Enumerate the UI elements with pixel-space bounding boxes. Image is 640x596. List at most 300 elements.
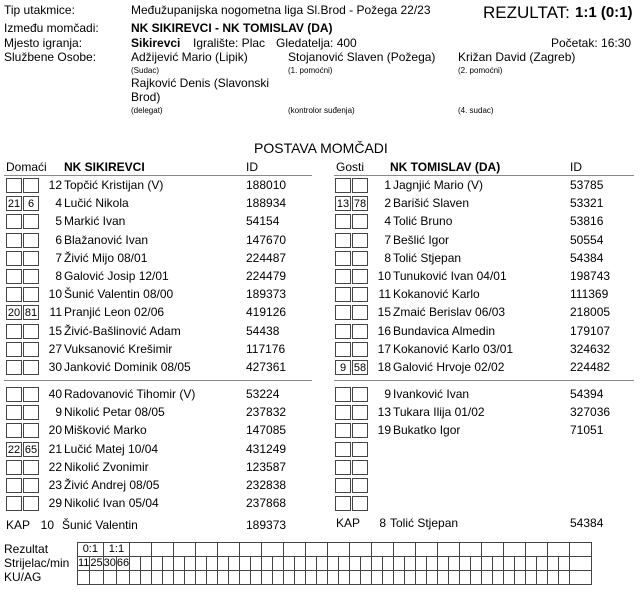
player-minute-box-in — [335, 496, 351, 511]
player-number: 4 — [55, 196, 62, 211]
score-cell — [174, 543, 196, 557]
player-number: 1 — [384, 178, 391, 192]
player-number: 40 — [48, 387, 62, 401]
away-side-label: Gosti — [336, 160, 365, 174]
ku-cell — [361, 571, 372, 585]
away-captain-name: Tolić Stjepan — [390, 516, 459, 530]
ku-cell — [284, 571, 295, 585]
player-minute-box-in: 21 — [7, 198, 21, 211]
ku-cell — [559, 571, 570, 585]
ku-cell — [273, 571, 284, 585]
player-name: Bešlić Igor — [393, 232, 450, 247]
player-minute-box-in — [6, 324, 22, 339]
scorer-cell — [229, 557, 240, 571]
score-cell — [262, 543, 284, 557]
player-number: 12 — [48, 178, 62, 192]
venue-label: Mjesto igranja: — [4, 36, 83, 50]
official-referee-name: Adžijević Mario (Lipik) — [131, 50, 248, 64]
away-subs-divider — [334, 380, 634, 381]
official-referee-role: (Sudac) — [131, 66, 160, 75]
ku-cell — [141, 571, 152, 585]
bottom-scorer-label: Strijelac/min — [4, 556, 70, 570]
scorer-cell — [284, 557, 295, 571]
player-id: 54438 — [246, 323, 280, 338]
player-number: 11 — [49, 305, 62, 320]
player-minute-box-in — [6, 478, 22, 493]
scorer-cell — [449, 557, 460, 571]
scorer-cell — [130, 557, 141, 571]
player-name: Živić Andrej 08/05 — [64, 478, 160, 492]
ku-cell — [295, 571, 306, 585]
ku-cell — [471, 571, 482, 585]
score-cell — [482, 543, 504, 557]
player-number: 21 — [48, 441, 62, 456]
player-name: Kokanović Karlo 03/01 — [393, 341, 514, 356]
player-id: 147085 — [246, 423, 287, 438]
officials-label: Službene Osobe: — [4, 50, 97, 64]
ku-cell — [372, 571, 383, 585]
player-number: 18 — [377, 360, 391, 374]
player-number: 8 — [384, 250, 391, 265]
scorer-cell — [218, 557, 229, 571]
player-minute-box-in — [335, 478, 351, 493]
player-minute-box-out — [352, 460, 368, 475]
match-type-value: Međužupanijska nogometna liga Sl.Brod - Požega 22/23 — [131, 3, 431, 17]
player-id: 237868 — [246, 496, 287, 511]
player-minute-box-out — [352, 442, 368, 457]
scorer-cell — [174, 557, 185, 571]
score-cell — [240, 543, 262, 557]
player-name: Topčić Kristijan (V) — [64, 178, 164, 192]
player-minute-box-in — [335, 423, 351, 438]
score-cell — [504, 543, 526, 557]
score-cell — [526, 543, 548, 557]
ku-cell — [116, 571, 129, 585]
away-captain-id: 54384 — [570, 516, 604, 530]
score-cell: 1:1 — [103, 543, 130, 557]
player-name: Pranjić Leon 02/06 — [64, 305, 165, 320]
player-minute-box-out: 81 — [24, 307, 38, 320]
player-id: 224487 — [246, 250, 287, 265]
player-name: Lučić Matej 10/04 — [64, 441, 159, 456]
official-assistant1-role: (1. pomoćni) — [288, 66, 333, 75]
player-minute-box-in — [335, 405, 351, 420]
player-number: 17 — [377, 341, 391, 356]
official-assistant2-role: (2. pomoćni) — [458, 66, 503, 75]
player-id: 53224 — [246, 387, 280, 401]
ku-cell — [240, 571, 251, 585]
player-number: 9 — [55, 405, 62, 420]
player-name: Tolić Stjepan — [393, 250, 462, 265]
player-minute-box-out: 78 — [353, 198, 367, 211]
player-minute-box-in — [335, 178, 351, 193]
ku-cell — [339, 571, 350, 585]
player-id: 53785 — [570, 178, 604, 192]
player-number: 4 — [384, 214, 391, 229]
player-id: 218005 — [570, 305, 611, 320]
lineup-title: POSTAVA MOMČADI — [254, 140, 388, 156]
ku-cell — [90, 571, 103, 585]
scorer-cell — [350, 557, 361, 571]
ku-cell — [185, 571, 196, 585]
score-cell — [372, 543, 394, 557]
player-minute-box-in: 20 — [7, 307, 21, 320]
player-id: 53321 — [570, 196, 604, 211]
player-minute-box-in — [335, 342, 351, 357]
result-value: 1:1 (0:1) — [575, 4, 633, 21]
player-id: 224482 — [570, 360, 611, 374]
ku-cell — [493, 571, 504, 585]
player-minute-box-in — [335, 442, 351, 457]
player-id: 232838 — [246, 478, 287, 492]
player-minute-box-in — [335, 269, 351, 284]
player-minute-box-in: 13 — [336, 198, 350, 211]
official-controller-role: (kontrolor suđenja) — [288, 106, 355, 115]
player-minute-box-out — [352, 496, 368, 511]
player-minute-box-in — [6, 405, 22, 420]
score-cell — [548, 543, 570, 557]
scorer-cell: 11 — [78, 557, 90, 569]
scorer-cell — [493, 557, 504, 571]
score-cell — [152, 543, 174, 557]
player-name: Šunić Valentin 08/00 — [64, 287, 174, 302]
ku-cell — [416, 571, 427, 585]
player-number: 30 — [48, 360, 62, 374]
score-cell — [218, 543, 240, 557]
player-name: Zmaić Berislav 06/03 — [393, 305, 506, 320]
official-assistant1-name: Stojanović Slaven (Požega) — [288, 50, 436, 64]
player-number: 6 — [55, 232, 62, 247]
score-cell: 0:1 — [78, 543, 104, 557]
player-id: 419126 — [246, 305, 287, 320]
player-id: 188010 — [246, 178, 287, 192]
scorer-cell: 66 — [116, 557, 130, 569]
ku-cell — [229, 571, 240, 585]
player-number: 16 — [377, 323, 391, 338]
away-id-header: ID — [570, 160, 582, 174]
score-cell — [284, 543, 306, 557]
scorer-cell — [559, 557, 570, 571]
player-name: Barišić Slaven — [393, 196, 470, 211]
player-minute-box-in — [6, 214, 22, 229]
player-number: 20 — [48, 423, 62, 438]
score-cell — [438, 543, 460, 557]
result-label: REZULTAT: — [483, 3, 570, 22]
scorer-cell — [416, 557, 427, 571]
player-number: 9 — [384, 387, 391, 401]
scorer-cell — [240, 557, 251, 571]
player-id: 188934 — [246, 196, 287, 211]
player-name: Janković Dominik 08/05 — [64, 360, 191, 374]
scorer-cell — [537, 557, 548, 571]
player-id: 224479 — [246, 269, 287, 283]
player-minute-box-in — [6, 287, 22, 302]
scorer-cell — [163, 557, 174, 571]
player-name: Kokanović Karlo — [393, 287, 480, 302]
ku-cell — [405, 571, 416, 585]
home-captain-id: 189373 — [246, 518, 287, 532]
ku-cell — [207, 571, 218, 585]
score-cell — [328, 543, 350, 557]
player-name: Nikolić Ivan 05/04 — [64, 496, 159, 511]
player-name: Lučić Nikola — [64, 196, 129, 211]
player-minute-box-in — [6, 342, 22, 357]
ku-cell — [394, 571, 405, 585]
player-minute-box-in — [335, 387, 351, 402]
player-id: 324632 — [570, 341, 611, 356]
player-id: 189373 — [246, 287, 287, 302]
scorer-cell — [383, 557, 394, 571]
player-name: Jagnjić Mario (V) — [393, 178, 484, 192]
player-id: 53816 — [570, 214, 604, 229]
scorer-cell — [394, 557, 405, 571]
player-number: 2 — [384, 196, 391, 211]
player-number: 10 — [377, 269, 391, 283]
match-type-label: Tip utakmice: — [4, 3, 75, 17]
player-id: 237832 — [246, 405, 287, 420]
player-name: Nikolić Petar 08/05 — [64, 405, 165, 420]
scorer-cell — [185, 557, 196, 571]
away-team-name: NK TOMISLAV (DA) — [390, 160, 501, 174]
scorer-cell — [372, 557, 383, 571]
ku-cell — [515, 571, 526, 585]
score-cell — [350, 543, 372, 557]
ku-cell — [163, 571, 174, 585]
ku-cell — [78, 571, 90, 585]
player-id: 54384 — [570, 250, 604, 265]
player-id: 431249 — [246, 441, 287, 456]
player-name: Živić Mijo 08/01 — [64, 250, 148, 265]
scorer-cell — [262, 557, 273, 571]
teams-label: Između momčadi: — [4, 21, 99, 35]
player-number: 22 — [48, 459, 62, 474]
player-id: 427361 — [246, 360, 287, 374]
player-minute-box-in — [335, 460, 351, 475]
scorer-cell: 30 — [103, 557, 116, 569]
official-assistant2-name: Križan David (Zagreb) — [458, 50, 576, 64]
player-number: 8 — [55, 269, 62, 283]
player-id: 54154 — [246, 214, 280, 229]
official-delegate-name: Rajković Denis (Slavonski — [131, 76, 270, 90]
player-number: 19 — [377, 423, 391, 438]
player-number: 13 — [377, 405, 391, 420]
player-minute-box-in — [6, 269, 22, 284]
ku-cell — [174, 571, 185, 585]
ku-cell — [152, 571, 163, 585]
scorer-cell — [361, 557, 372, 571]
player-minute-box-in — [6, 360, 22, 375]
official-delegate-role: (delegat) — [131, 106, 163, 115]
player-name: Bundavica Almedin — [393, 323, 496, 338]
scorer-cell — [438, 557, 449, 571]
player-name: Blažanović Ivan — [64, 232, 149, 247]
player-minute-box-in — [6, 496, 22, 511]
scorer-cell — [273, 557, 284, 571]
ku-cell — [526, 571, 537, 585]
player-number: 27 — [48, 341, 62, 356]
player-name: Bukatko Igor — [393, 423, 461, 438]
score-cell — [394, 543, 416, 557]
ku-cell — [383, 571, 394, 585]
home-captain-label: KAP — [6, 518, 31, 532]
scorer-cell — [471, 557, 482, 571]
player-minute-box-out — [352, 478, 368, 493]
ku-cell — [570, 571, 592, 585]
kickoff-value: Početak: 16:30 — [551, 36, 632, 50]
player-number: 7 — [384, 232, 391, 247]
player-minute-box-out: 65 — [24, 443, 38, 456]
player-name: Markić Ivan — [64, 214, 126, 229]
score-cell — [416, 543, 438, 557]
ku-cell — [537, 571, 548, 585]
scorer-cell — [328, 557, 339, 571]
ku-cell — [427, 571, 438, 585]
teams-value: NK SIKIREVCI - NK TOMISLAV (DA) — [131, 21, 333, 35]
ku-cell — [460, 571, 471, 585]
player-minute-box-out: 6 — [23, 196, 39, 211]
player-id: 50554 — [570, 232, 604, 247]
away-captain-number: 8 — [379, 516, 386, 530]
player-minute-box-in — [6, 460, 22, 475]
scorer-cell — [405, 557, 416, 571]
player-number: 11 — [378, 287, 391, 302]
player-id: 179107 — [570, 323, 611, 338]
player-id: 117176 — [246, 341, 286, 356]
ku-cell — [504, 571, 515, 585]
away-header-divider — [334, 175, 634, 176]
player-minute-box-in — [6, 423, 22, 438]
spectators-value: Gledatelja: 400 — [276, 36, 357, 50]
home-captain-name: Šunić Valentin — [62, 518, 138, 532]
ku-cell — [130, 571, 141, 585]
ku-cell — [218, 571, 229, 585]
ku-cell — [350, 571, 361, 585]
ku-cell — [438, 571, 449, 585]
scorer-cell — [317, 557, 328, 571]
ku-cell — [449, 571, 460, 585]
score-cell — [570, 543, 592, 557]
player-id: 327036 — [570, 405, 611, 420]
player-name: Galović Hrvoje 02/02 — [393, 360, 505, 374]
player-minute-box-in: 22 — [7, 443, 21, 456]
player-name: Mišković Marko — [64, 423, 147, 438]
player-minute-box-in — [6, 387, 22, 402]
scorer-cell — [515, 557, 526, 571]
home-side-label: Domaći — [6, 160, 47, 174]
scorer-cell — [504, 557, 515, 571]
scorer-cell — [482, 557, 493, 571]
player-number: 29 — [48, 496, 62, 511]
player-id: 71051 — [570, 423, 604, 438]
player-name: Nikolić Zvonimir — [64, 459, 149, 474]
scorer-cell: 25 — [90, 557, 103, 569]
player-name: Tunuković Ivan 04/01 — [393, 269, 507, 283]
player-minute-box-in — [6, 178, 22, 193]
home-subs-divider — [4, 380, 312, 381]
player-name: Radovanović Tihomir (V) — [64, 387, 196, 401]
scorer-cell — [196, 557, 207, 571]
pitch-value: Igralište: Plac — [193, 36, 266, 50]
score-cell — [306, 543, 328, 557]
player-minute-box-in — [6, 251, 22, 266]
player-minute-box-in: 9 — [335, 360, 351, 375]
score-cell — [460, 543, 482, 557]
scorer-cell — [141, 557, 152, 571]
home-team-name: NK SIKIREVCI — [64, 160, 145, 174]
scorer-cell — [570, 557, 592, 571]
player-name: Tukara Ilija 01/02 — [393, 405, 485, 420]
ku-cell — [103, 571, 116, 585]
scorer-cell — [306, 557, 317, 571]
scorer-cell — [295, 557, 306, 571]
scorer-cell — [152, 557, 163, 571]
official-fourth-role: (4. sudac) — [458, 106, 494, 115]
player-minute-box-out: 58 — [353, 362, 367, 374]
player-minute-box-in — [335, 233, 351, 248]
player-number: 23 — [48, 478, 62, 492]
ku-cell — [306, 571, 317, 585]
player-number: 10 — [48, 287, 62, 302]
home-id-header: ID — [246, 160, 258, 174]
player-number: 7 — [55, 250, 62, 265]
ku-cell — [317, 571, 328, 585]
scorer-cell — [460, 557, 471, 571]
player-minute-box-in — [335, 251, 351, 266]
player-name: Galović Josip 12/01 — [64, 269, 169, 283]
scorer-cell — [207, 557, 218, 571]
player-name: Tolić Bruno — [393, 214, 453, 229]
player-id: 198743 — [570, 269, 611, 283]
player-minute-box-in — [335, 287, 351, 302]
player-id: 54394 — [570, 387, 604, 401]
ku-cell — [251, 571, 262, 585]
player-number: 5 — [55, 214, 62, 229]
player-minute-box-in — [335, 305, 351, 320]
home-header-divider — [4, 175, 312, 176]
ku-cell — [262, 571, 273, 585]
venue-value: Sikirevci — [131, 36, 181, 50]
ku-cell — [196, 571, 207, 585]
scorer-cell — [339, 557, 350, 571]
bottom-result-label: Rezultat — [4, 542, 49, 556]
player-number: 15 — [48, 323, 62, 338]
player-name: Ivanković Ivan — [393, 387, 470, 401]
player-name: Vuksanović Krešimir — [64, 341, 173, 356]
player-minute-box-in — [6, 233, 22, 248]
home-captain-number: 10 — [40, 518, 54, 532]
official-delegate-name-cont: Brod) — [131, 90, 161, 104]
scorer-cell — [251, 557, 262, 571]
player-minute-box-in — [335, 214, 351, 229]
score-cell — [196, 543, 218, 557]
player-number: 15 — [377, 305, 391, 320]
player-id: 147670 — [246, 232, 287, 247]
player-name: Živić-Bašlinović Adam — [64, 323, 181, 338]
bottom-ku-label: KU/AG — [4, 570, 42, 584]
ku-cell — [548, 571, 559, 585]
scorer-cell — [427, 557, 438, 571]
ku-cell — [328, 571, 339, 585]
scorer-cell — [526, 557, 537, 571]
ku-cell — [482, 571, 493, 585]
score-cell — [130, 543, 152, 557]
player-minute-box-in — [335, 324, 351, 339]
scoring-grid — [77, 542, 592, 585]
scorer-cell — [548, 557, 559, 571]
player-id: 111369 — [570, 287, 609, 302]
away-captain-label: KAP — [336, 516, 361, 530]
player-id: 123587 — [246, 459, 287, 474]
